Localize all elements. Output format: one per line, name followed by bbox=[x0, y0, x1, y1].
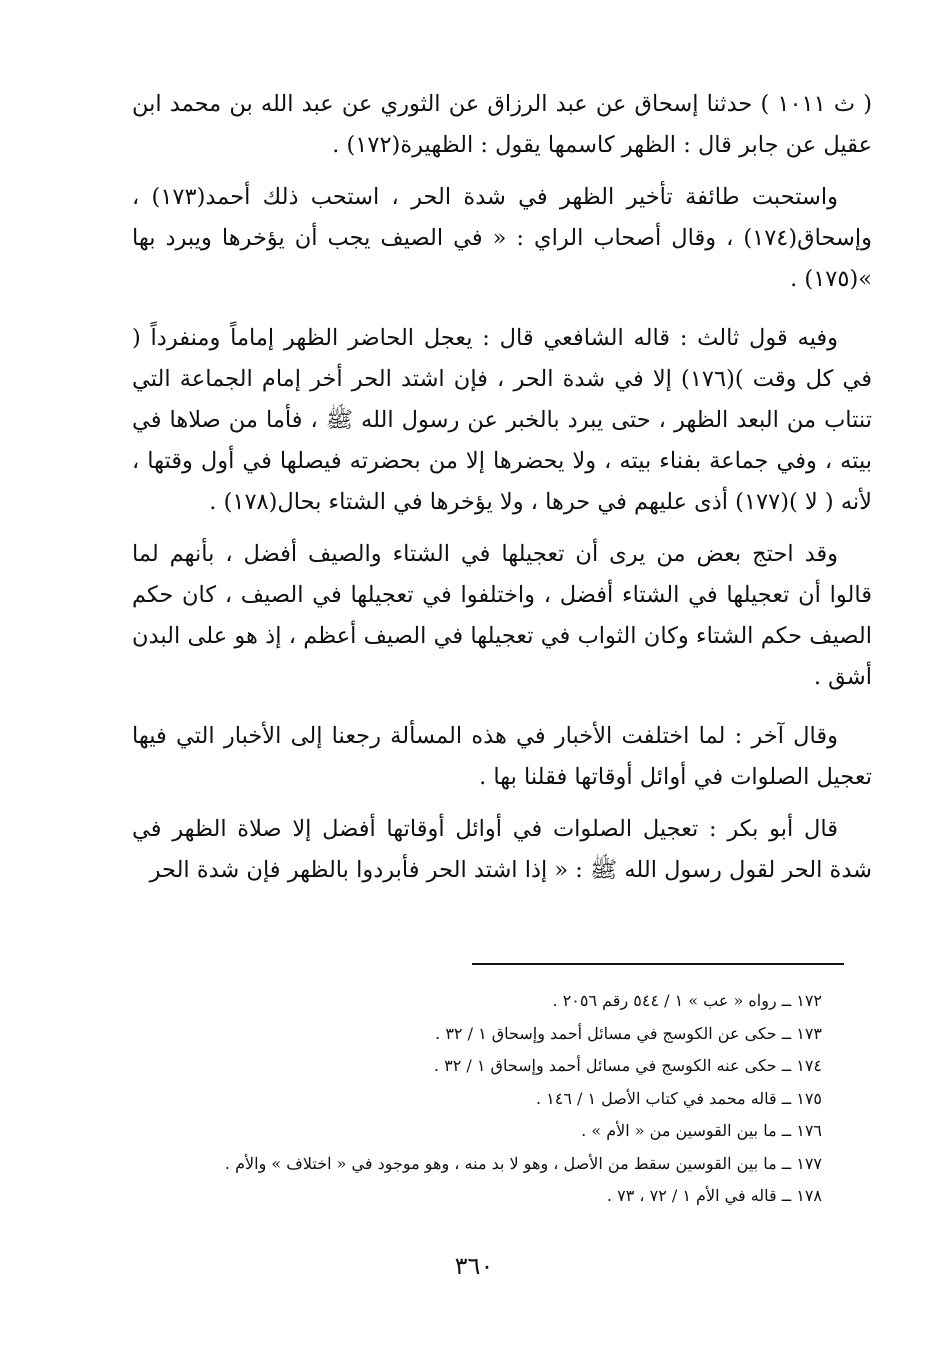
footnotes bbox=[132, 985, 822, 1213]
footnote: ١٧٣ ــ حكى عن الكوسج في مسائل أحمد وإسحاق ١ / ٣٢ . bbox=[435, 1023, 822, 1043]
paragraph-delay-opinion: واستحبت طائفة تأخير الظهر في شدة الحر ، استحب ذلك أحمد(١٧٣) ، وإسحاق(١٧٤) ، وقال أصحاب الراي : « في الصيف يجب أن يؤخرها ويبرد بها »(١٧٥) . bbox=[132, 184, 872, 292]
footnote: ١٧٤ ــ حكى عنه الكوسج في مسائل أحمد وإسحاق ١ / ٣٢ . bbox=[433, 1056, 822, 1075]
footnote: ١٧٥ ــ قاله محمد في كتاب الأصل ١ / ١٤٦ . bbox=[535, 1088, 822, 1108]
paragraph-other-view: وقال آخر : لما اختلفت الأخبار في هذه المسألة رجعنا إلى الأخبار التي فيها تعجيل الصلوات في أوائل أوقاتها فقلنا بها . bbox=[132, 723, 872, 790]
paragraph-hadith: ( ث ١٠١١ ) حدثنا إسحاق عن عبد الرزاق عن الثوري عن عبد الله بن محمد ابن عقيل عن جابر قال : الظهر كاسمها يقول : الظهيرة(١٧٢) . bbox=[132, 91, 872, 158]
footnote: ١٧٢ ــ رواه « عب » ١ / ٥٤٤ رقم ٢٠٥٦ . bbox=[552, 991, 822, 1010]
footnote: ١٧٦ ــ ما بين القوسين من « الأم » . bbox=[581, 1121, 822, 1140]
main-text bbox=[132, 84, 872, 902]
page-number: ٣٦٠ bbox=[454, 1252, 494, 1280]
footnote: ١٧٧ ــ ما بين القوسين سقط من الأصل ، وهو لا بد منه ، وهو موجود في « اختلاف » والأم . bbox=[224, 1153, 822, 1173]
paragraph-shafii-opinion: وفيه قول ثالث : قاله الشافعي قال : يعجل الحاضر الظهر إماماً ومنفرداً ( في كل وقت )(١٧٦) إلا في شدة الحر ، فإن اشتد الحر أخر إمام الجماعة التي تنتاب من البعد الظهر ، حتى يبرد بالخبر عن رسول الله ﷺ ، فأما من صلاها في بيته ، وفي جماعة بفناء بيته ، ولا يحضرها إلا من بحضرته فيصلها في أول وقتها ، لأنه ( لا )(١٧٧) أذى عليهم في حرها ، ولا يؤخرها في الشتاء بحال(١٧٨) . bbox=[132, 325, 872, 515]
paragraph-abu-bakr: قال أبو بكر : تعجيل الصلوات في أوائل أوقاتها أفضل إلا صلاة الظهر في شدة الحر لقول رسول الله ﷺ : « إذا اشتد الحر فأبردوا بالظهر فإن شدة الحر bbox=[132, 816, 872, 883]
footnote-divider bbox=[472, 963, 844, 965]
footnote: ١٧٨ ــ قاله في الأم ١ / ٧٢ ، ٧٣ . bbox=[606, 1186, 822, 1205]
paragraph-argument: وقد احتج بعض من يرى أن تعجيلها في الشتاء والصيف أفضل ، بأنهم لما قالوا أن تعجيلها في الشتاء أفضل ، واختلفوا في تعجيلها في الصيف ، كان حكم الصيف حكم الشتاء وكان الثواب في تعجيلها في الصيف أعظم ، إذ هو على البدن أشق . bbox=[132, 541, 872, 690]
